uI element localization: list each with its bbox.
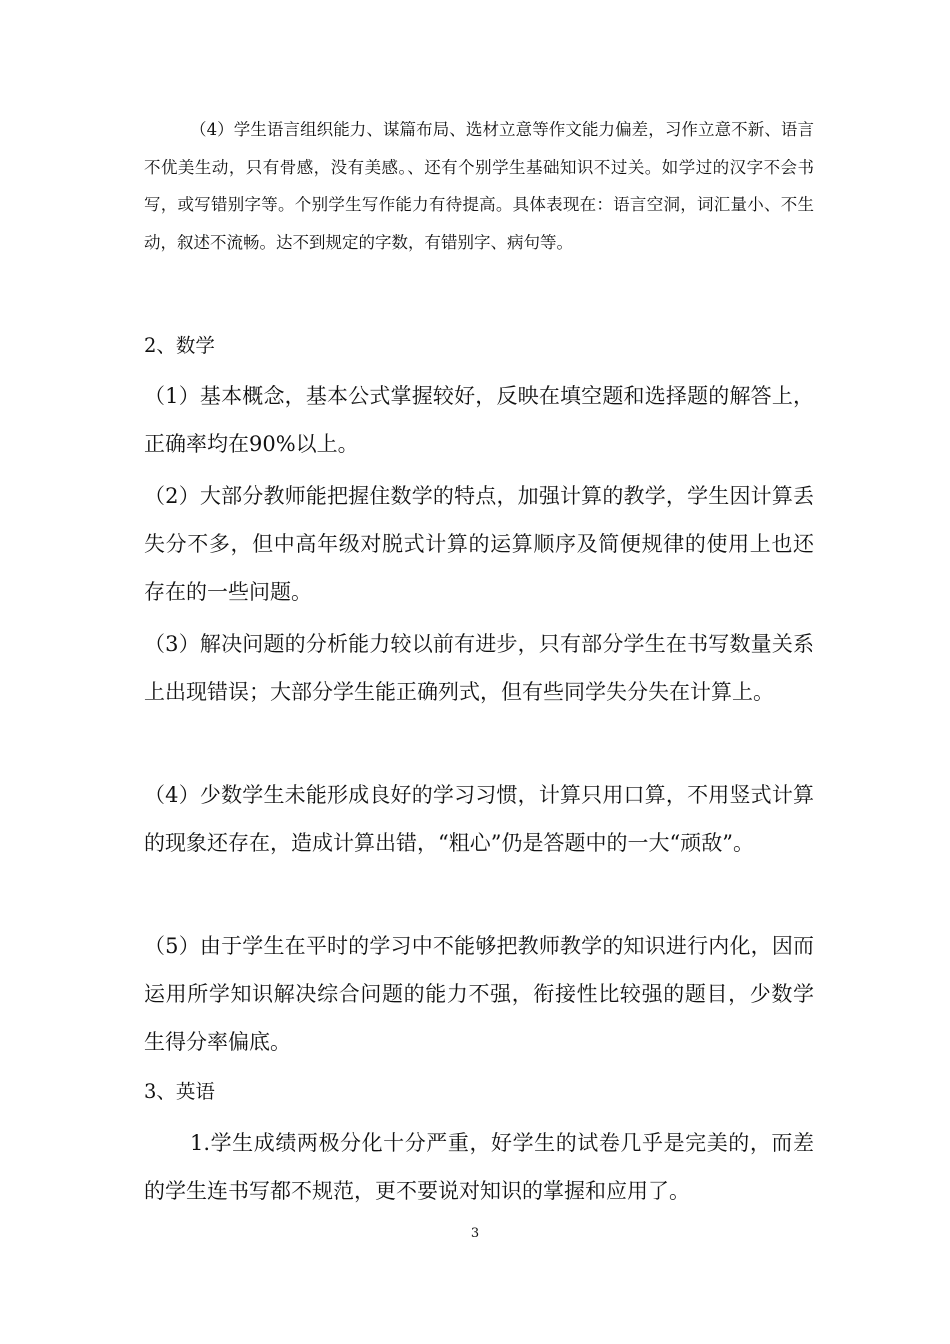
page-number: 3 xyxy=(470,1226,480,1241)
math-paragraph-1: （1）基本概念，基本公式掌握较好，反映在填空题和选择题的解答上，正确率均在90%以上。 xyxy=(144,384,814,456)
english-heading: 3、英语 xyxy=(144,1080,215,1103)
chinese-paragraph-4: （4）学生语言组织能力、谋篇布局、选材立意等作文能力偏差，习作立意不新、语言不优美生动，只有骨感，没有美感。、还有个别学生基础知识不过关。如学过的汉字不会书写，或写错别字等。个别学生写作能力有待提高。具体表现在：语言空洞，词汇量小、不生动，叙述不流畅。达不到规定的字数，有错别字、病句等。 xyxy=(144,120,814,252)
math-heading: 2、数学 xyxy=(144,334,215,357)
math-paragraph-3: （3）解决问题的分析能力较以前有进步，只有部分学生在书写数量关系上出现错误；大部分学生能正确列式，但有些同学失分失在计算上。 xyxy=(144,632,814,704)
math-paragraph-2: （2）大部分教师能把握住数学的特点，加强计算的教学，学生因计算丢失分不多，但中高年级对脱式计算的运算顺序及简便规律的使用上也还存在的一些问题。 xyxy=(144,484,814,604)
english-paragraph-1: 1.学生成绩两极分化十分严重，好学生的试卷几乎是完美的，而差的学生连书写都不规范，更不要说对知识的掌握和应用了。 xyxy=(144,1131,814,1203)
math-paragraph-4: （4）少数学生未能形成良好的学习习惯，计算只用口算，不用竖式计算的现象还存在，造成计算出错，“粗心”仍是答题中的一大“顽敌”。 xyxy=(144,783,814,855)
math-paragraph-5: （5）由于学生在平时的学习中不能够把教师教学的知识进行内化，因而运用所学知识解决综合问题的能力不强，衔接性比较强的题目，少数学生得分率偏底。 xyxy=(144,934,814,1054)
